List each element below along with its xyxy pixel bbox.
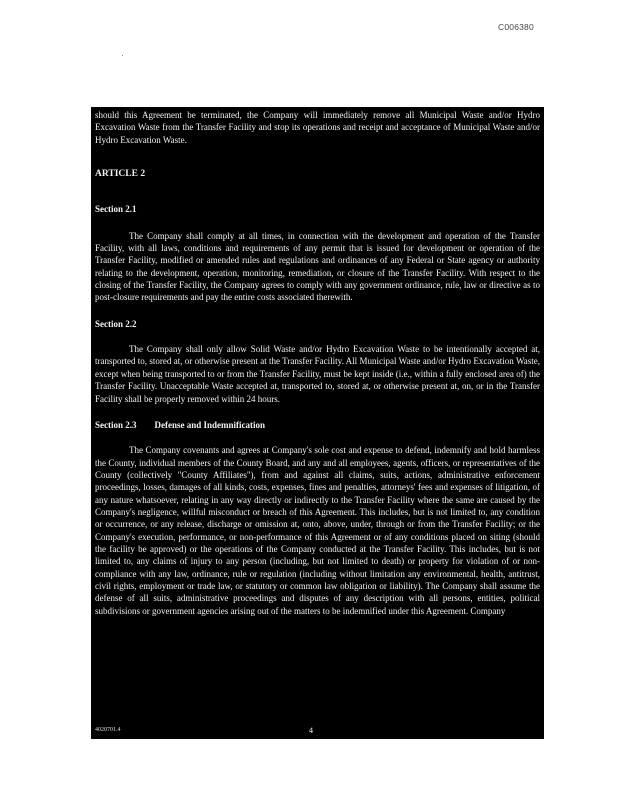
section-2-3-number: Section 2.3 bbox=[95, 419, 137, 430]
section-2-3-title: Defense and Indemnification bbox=[154, 419, 266, 430]
footer-doc-id: 4020701.4 bbox=[95, 726, 121, 733]
article-heading: ARTICLE 2 bbox=[95, 169, 146, 180]
footer-page-number: 4 bbox=[309, 725, 313, 735]
section-2-3-heading bbox=[95, 419, 540, 431]
bates-number: C006380 bbox=[498, 22, 534, 32]
carryover-paragraph: should this Agreement be terminated, the Company will immediately remove all Municipal Waste and/or Hydro Excavation Waste from the Transfer Facility and stop its operations and receipt and acceptance of Municipal Waste and/or Hydro Excavation Waste. bbox=[95, 110, 540, 145]
section-2-2-heading: Section 2.2 bbox=[95, 318, 137, 329]
section-2-2-body: The Company shall only allow Solid Waste and/or Hydro Excavation Waste to be intentionally accepted at, transported to, stored at, or otherwise present at the Transfer Facility. All Municipal Waste and/or Hydro Excavation Waste, except when being transported to or from the Transfer Facility, must be kept inside (i.e., within a fully enclosed area of) the Transfer Facility. Unacceptable Waste accepted at, transported to, stored at, or otherwise present at, on, or in the Transfer Facility shall be properly removed within 24 hours. bbox=[95, 344, 540, 404]
document-page bbox=[91, 107, 544, 739]
scan-speck bbox=[122, 55, 123, 56]
section-2-3-body: The Company covenants and agrees at Company's sole cost and expense to defend, indemnify and hold harmless the County, individual members of the County Board, and any and all employees, agents, officers, or representatives of the County (collectively "County Affiliates"), from and against all claims, suits, actions, administrative enforcement proceedings, losses, damages of all kinds, costs, expenses, fines and penalties, attorneys' fees and expenses of litigation, of any nature whatsoever, relating in any way directly or indirectly to the Transfer Facility where the same are caused by the Company's negligence, willful misconduct or breach of this Agreement. This includes, but is not limited to, any condition or occurrence, or any release, discharge or omission at, onto, above, under, through or from the Transfer Facility; or the Company's execution, performance, or non-performance of this Agreement or of any conditions placed on siting (should the facility be approved) or the operations of the Company conducted at the Transfer Facility. This includes, but is not limited to, any claims of injury to any person (including, but not limited to death) or property for violation of or non-compliance with any law, ordinance, rule or regulation (including without limitation any environmental, health, antitrust, civil rights, employment or trade law, or statutory or common law obligation or liability). The Company shall assume the defense of all suits, administrative proceedings and disputes of any description with all persons, entities, political subdivisions or government agencies arising out of the matters to be indemnified under this Agreement. Company bbox=[95, 445, 540, 616]
section-2-1-body: The Company shall comply at all times, in connection with the development and operation of the Transfer Facility, with all laws, conditions and requirements of any permit that is issued for development or operation of the Transfer Facility, modified or amended rules and regulations and ordinances of any Federal or State agency or authority relating to the development, operation, monitoring, remediation, or closure of the Transfer Facility. With respect to the closing of the Transfer Facility, the Company agrees to comply with any government ordinance, rule, law or directive as to post-closure requirements and pay the entire costs associated therewith. bbox=[95, 230, 540, 303]
section-2-1-heading: Section 2.1 bbox=[95, 204, 137, 215]
